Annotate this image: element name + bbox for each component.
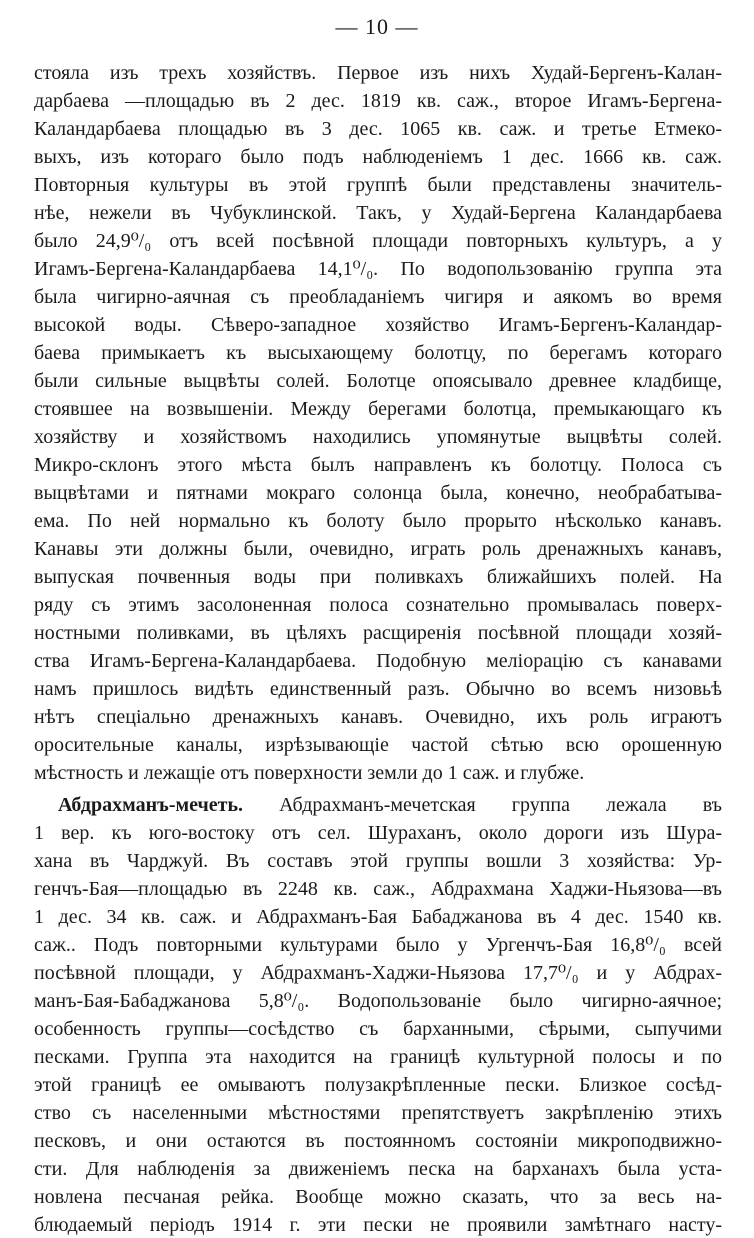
text-line: посѣвной площади, у Абдрахманъ-Хаджи-Ньязова 17,7⁰/₀ и у Абдрах- <box>34 962 722 984</box>
text-line: ема. По ней нормально къ болоту было прорыто нѣсколько канавъ. <box>34 510 722 532</box>
text-line: песковъ, и они остаются въ постоянномъ состояніи микроподвижно- <box>34 1130 722 1152</box>
text-line: выхъ, изъ котораго было подъ наблюденіемъ 1 дес. 1666 кв. саж. <box>34 146 722 168</box>
text-line: Повторныя культуры въ этой группѣ были представлены значитель- <box>34 174 722 196</box>
text-line: стояла изъ трехъ хозяйствъ. Первое изъ нихъ Худай-Бергенъ-Калан- <box>34 62 722 84</box>
text-line: блюдаемый періодъ 1914 г. эти пески не проявили замѣтнаго насту- <box>34 1214 722 1236</box>
text-line: высокой воды. Сѣверо-западное хозяйство Игамъ-Бергенъ-Каландар- <box>34 314 722 336</box>
text-line: особенность группы—сосѣдство съ барханными, сѣрыми, сыпучими <box>34 1018 722 1040</box>
text-line: ство съ населенными мѣстностями препятствуетъ закрѣпленію этихъ <box>34 1102 722 1124</box>
text-line: оросительные каналы, изрѣзывающіе частой сѣтью всю орошенную <box>34 734 722 756</box>
text-line: Микро-склонъ этого мѣста былъ направленъ къ болотцу. Полоса съ <box>34 454 722 476</box>
text-line: мѣстность и лежащіе отъ поверхности земли до 1 саж. и глубже. <box>34 762 585 784</box>
text-line: баева примыкаетъ къ высыхающему болотцу, по берегамъ котораго <box>34 342 722 364</box>
text-line: нѣе, нежели въ Чубуклинской. Такъ, у Худай-Бергена Каландарбаева <box>34 202 722 224</box>
text-line: ства Игамъ-Бергена-Каландарбаева. Подобную меліорацію съ канавами <box>34 650 722 672</box>
text-line: выпуская почвенныя воды при поливкахъ ближайшихъ полей. На <box>34 566 722 588</box>
text-line: этой границѣ ее омываютъ полузакрѣпленные пески. Близкое сосѣд- <box>34 1074 722 1096</box>
text-line: Канавы эти должны были, очевидно, играть роль дренажныхъ канавъ, <box>34 538 722 560</box>
text-line: выцвѣтами и пятнами мокраго солонца была, конечно, необрабатыва- <box>34 482 722 504</box>
text-line: саж.. Подъ повторными культурами было у Ургенчъ-Бая 16,8⁰/₀ всей <box>34 934 722 956</box>
text-line: генчъ-Бая—площадью въ 2248 кв. саж., Абдрахмана Хаджи-Ньязова—въ <box>34 878 722 900</box>
text-line: нѣтъ спеціально дренажныхъ канавъ. Очевидно, ихъ роль играютъ <box>34 706 722 728</box>
text-line: дарбаева —площадью въ 2 дес. 1819 кв. саж., второе Игамъ-Бергена- <box>34 90 722 112</box>
text-line: хозяйству и хозяйствомъ находились упомянутые выцвѣты солей. <box>34 426 722 448</box>
heading-line-text: Абдрахманъ-мечетская группа лежала въ <box>279 794 722 816</box>
text-line <box>58 792 722 818</box>
text-line: новлена песчаная рейка. Вообще можно сказать, что за весь на- <box>34 1186 722 1208</box>
text-line: ностными поливками, въ цѣляхъ расщиренія посѣвной площади хозяй- <box>34 622 722 644</box>
text-line: намъ пришлось видѣть единственный разъ. Обычно во всемъ низовьѣ <box>34 678 722 700</box>
section-heading: Абдрахманъ-мечеть. <box>58 794 244 816</box>
text-line: стоявшее на возвышеніи. Между берегами болотца, премыкающаго къ <box>34 398 722 420</box>
text-line: песками. Группа эта находится на границѣ культурной полосы и по <box>34 1046 722 1068</box>
text-line: Игамъ-Бергена-Каландарбаева 14,1⁰/₀. По водопользованію группа эта <box>34 258 722 280</box>
text-line: ряду съ этимъ засолоненная полоса сознательно промывалась поверх- <box>34 594 722 616</box>
text-line: сти. Для наблюденія за движеніемъ песка на барханахъ была уста- <box>34 1158 722 1180</box>
text-line: манъ-Бая-Бабаджанова 5,8⁰/₀. Водопользованіе было чигирно-аячное; <box>34 990 722 1012</box>
text-line: было 24,9⁰/₀ отъ всей посѣвной площади повторныхъ культуръ, а у <box>34 230 722 252</box>
text-line: Каландарбаева площадью въ 3 дес. 1065 кв. саж. и третье Етмеко- <box>34 118 722 140</box>
text-line: была чигирно-аячная съ преобладаніемъ чигиря и аякомъ во время <box>34 286 722 308</box>
text-line: 1 дес. 34 кв. саж. и Абдрахманъ-Бая Бабаджанова въ 4 дес. 1540 кв. <box>34 906 722 928</box>
page-number: — 10 — <box>335 14 419 39</box>
text-line: были сильные выцвѣты солей. Болотце опоясывало древнее кладбище, <box>34 370 722 392</box>
text-line: хана въ Чарджуй. Въ составъ этой группы вошли 3 хозяйства: Ур- <box>34 850 722 872</box>
text-line: 1 вер. къ юго-востоку отъ сел. Шураханъ, около дороги изъ Шура- <box>34 822 722 844</box>
